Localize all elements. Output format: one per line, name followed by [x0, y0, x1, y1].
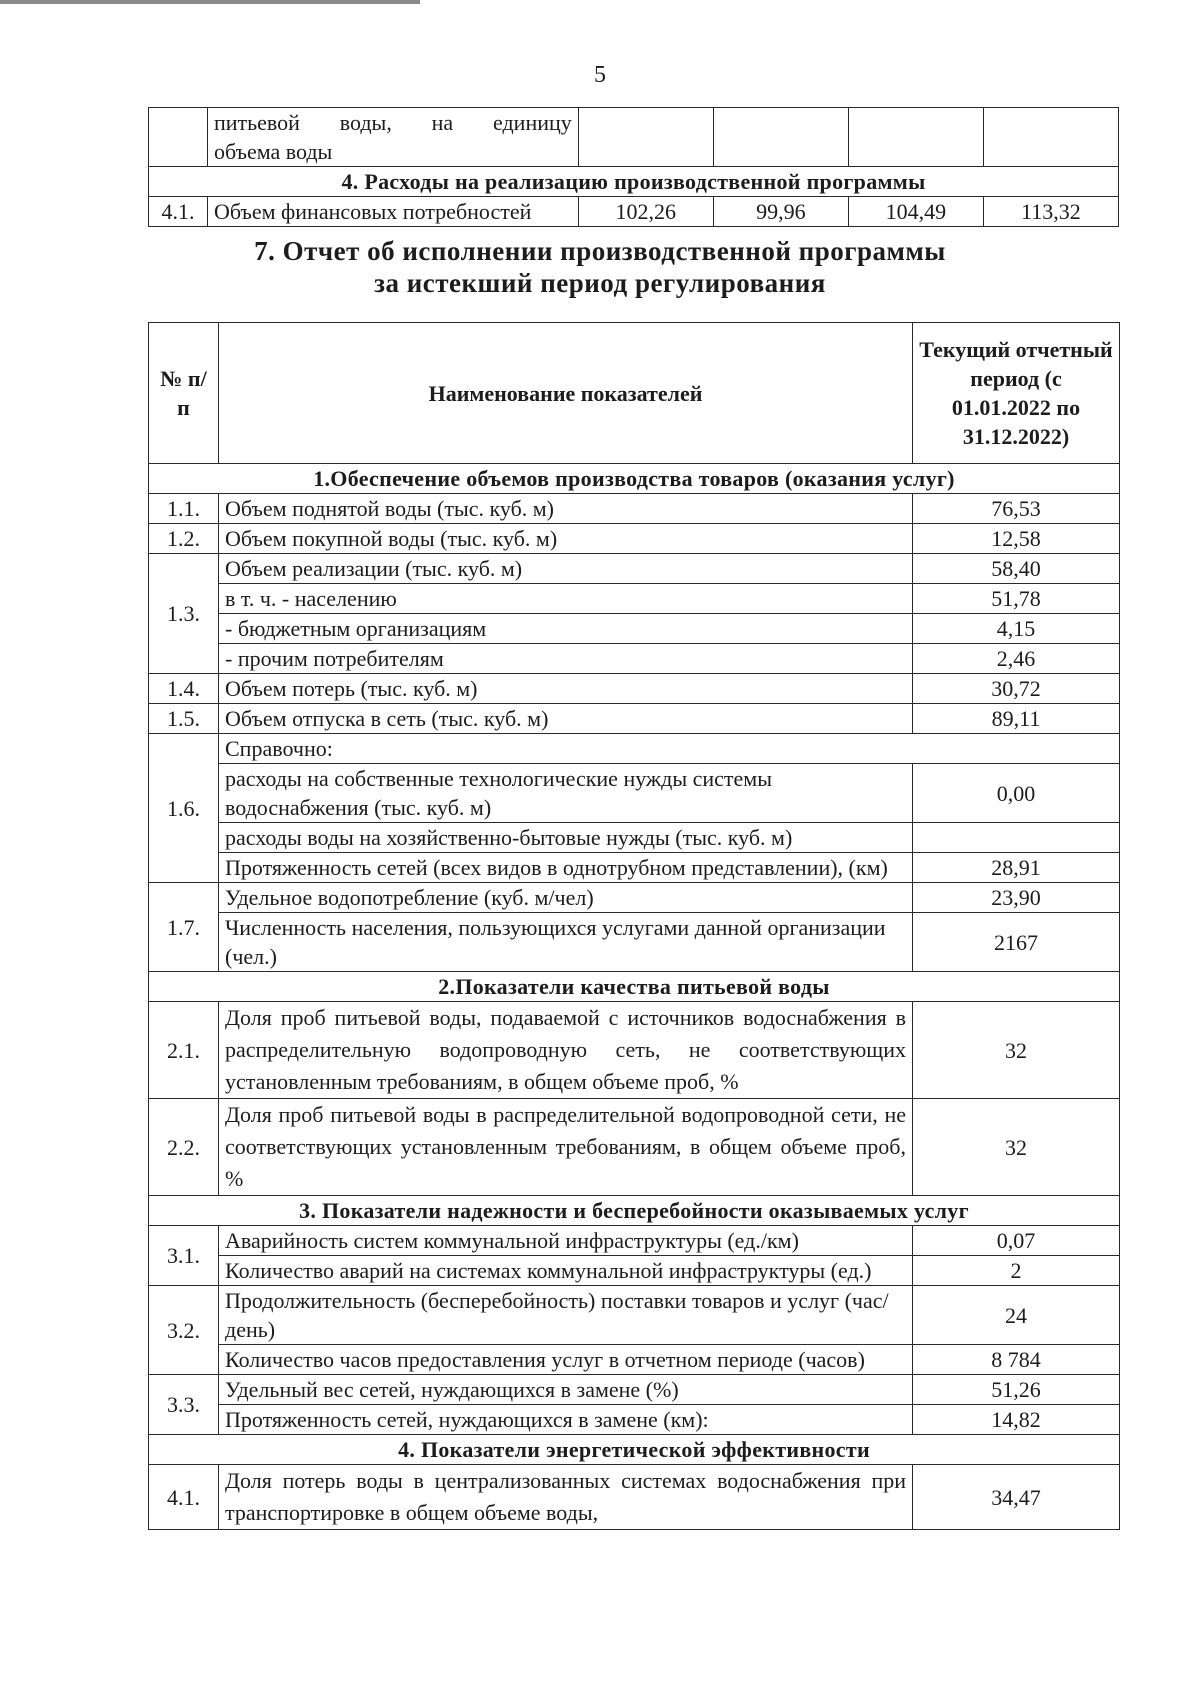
- row-value: 51,26: [913, 1375, 1120, 1405]
- header-name: Наименование показателей: [219, 323, 913, 464]
- table-row: [149, 704, 1120, 734]
- row-value: 23,90: [913, 883, 1120, 913]
- row-number: 1.5.: [149, 704, 219, 734]
- row-name: Доля потерь воды в централизованных системах водоснабжения при транспортировке в общем объеме воды,: [219, 1465, 913, 1530]
- row-number: 1.2.: [149, 524, 219, 554]
- row-value: 51,78: [913, 584, 1120, 614]
- name-line: питьевой воды, на единицу: [213, 110, 572, 135]
- table-row: [149, 584, 1120, 614]
- row-value: [913, 823, 1120, 853]
- section-row: [149, 167, 1119, 197]
- row-value: 12,58: [913, 524, 1120, 554]
- num-cell: [149, 108, 208, 167]
- row-value: 104,49: [848, 197, 983, 227]
- row-value: 2167: [913, 913, 1120, 972]
- section-title: 3. Показатели надежности и бесперебойности оказываемых услуг: [149, 1196, 1120, 1226]
- name-cell: [207, 108, 578, 167]
- row-name: Объем реализации (тыс. куб. м): [219, 554, 913, 584]
- row-value: 2: [913, 1256, 1120, 1286]
- value-cell: [983, 108, 1118, 167]
- row-number: 2.2.: [149, 1099, 219, 1196]
- table-row: [149, 494, 1120, 524]
- header-num: № п/п: [149, 323, 219, 464]
- table-row: [149, 883, 1120, 913]
- table-row: [149, 734, 1120, 764]
- row-number: 3.2.: [149, 1286, 219, 1375]
- row-name: Количество аварий на системах коммунальной инфраструктуры (ед.): [219, 1256, 913, 1286]
- table-row: [149, 764, 1120, 823]
- section-title: 4. Показатели энергетической эффективности: [149, 1435, 1120, 1465]
- row-name: Численность населения, пользующихся услугами данной организации (чел.): [219, 913, 913, 972]
- row-name: - бюджетным организациям: [219, 614, 913, 644]
- row-name: Объем отпуска в сеть (тыс. куб. м): [219, 704, 913, 734]
- section-title: 2.Показатели качества питьевой воды: [149, 972, 1120, 1002]
- row-value: 2,46: [913, 644, 1120, 674]
- row-name: Объем потерь (тыс. куб. м): [219, 674, 913, 704]
- scan-edge: [0, 0, 420, 4]
- table-row: [149, 1405, 1120, 1435]
- table-row: [149, 674, 1120, 704]
- table-row: [149, 823, 1120, 853]
- row-name: в т. ч. - населению: [219, 584, 913, 614]
- table-row: [149, 1099, 1120, 1196]
- row-number: 1.4.: [149, 674, 219, 704]
- table-row: [149, 1375, 1120, 1405]
- header-period: Текущий отчетный период (с 01.01.2022 по 31.12.2022): [913, 323, 1120, 464]
- section-title: 1.Обеспечение объемов производства товаров (оказания услуг): [149, 464, 1120, 494]
- row-number: 4.1.: [149, 197, 208, 227]
- row-value: 99,96: [713, 197, 848, 227]
- row-number: 1.3.: [149, 554, 219, 674]
- row-name: Справочно:: [219, 734, 1120, 764]
- row-number: 2.1.: [149, 1002, 219, 1099]
- row-value: 89,11: [913, 704, 1120, 734]
- name-line: объема воды: [213, 139, 333, 164]
- value-cell: [713, 108, 848, 167]
- row-value: 28,91: [913, 853, 1120, 883]
- row-name: расходы на собственные технологические нужды системы водоснабжения (тыс. куб. м): [219, 764, 913, 823]
- table-row: [149, 1226, 1120, 1256]
- row-name: Объем покупной воды (тыс. куб. м): [219, 524, 913, 554]
- table-row: [149, 1345, 1120, 1375]
- section-title: 4. Расходы на реализацию производственной программы: [149, 167, 1119, 197]
- row-name: Количество часов предоставления услуг в отчетном периоде (часов): [219, 1345, 913, 1375]
- row-name: Объем финансовых потребностей: [207, 197, 578, 227]
- header-row: [149, 323, 1120, 464]
- top-table: [148, 107, 1119, 227]
- row-number: 3.1.: [149, 1226, 219, 1286]
- row-value: 32: [913, 1099, 1120, 1196]
- table-row: [149, 1002, 1120, 1099]
- table-row: [149, 524, 1120, 554]
- table-row: [149, 1256, 1120, 1286]
- table-row: [149, 913, 1120, 972]
- table-row: [149, 614, 1120, 644]
- row-name: Протяженность сетей, нуждающихся в замене (км):: [219, 1405, 913, 1435]
- row-value: 58,40: [913, 554, 1120, 584]
- report-table: [148, 322, 1120, 1530]
- table-row: [149, 644, 1120, 674]
- row-value: 102,26: [578, 197, 713, 227]
- row-number: 1.7.: [149, 883, 219, 972]
- table-row: [149, 853, 1120, 883]
- report-heading: 7. Отчет об исполнении производственной программы: [254, 236, 946, 266]
- row-value: 113,32: [983, 197, 1118, 227]
- row-number: 3.3.: [149, 1375, 219, 1435]
- report-subheading: за истекший период регулирования: [374, 268, 826, 298]
- value-cell: [848, 108, 983, 167]
- row-value: 24: [913, 1286, 1120, 1345]
- row-number: 1.6.: [149, 734, 219, 883]
- row-name: Протяженность сетей (всех видов в однотрубном представлении), (км): [219, 853, 913, 883]
- row-number: 4.1.: [149, 1465, 219, 1530]
- row-value: 32: [913, 1002, 1120, 1099]
- row-value: 4,15: [913, 614, 1120, 644]
- row-value: 14,82: [913, 1405, 1120, 1435]
- row-value: 76,53: [913, 494, 1120, 524]
- page-number: 5: [594, 62, 606, 88]
- section-row: [149, 1196, 1120, 1226]
- table-row: [149, 108, 1119, 167]
- row-value: 0,07: [913, 1226, 1120, 1256]
- row-name: Аварийность систем коммунальной инфраструктуры (ед./км): [219, 1226, 913, 1256]
- row-name: Объем поднятой воды (тыс. куб. м): [219, 494, 913, 524]
- table-row: [149, 554, 1120, 584]
- row-value: 8 784: [913, 1345, 1120, 1375]
- row-name: Удельное водопотребление (куб. м/чел): [219, 883, 913, 913]
- section-row: [149, 972, 1120, 1002]
- row-value: 30,72: [913, 674, 1120, 704]
- section-row: [149, 1435, 1120, 1465]
- row-name: Продолжительность (бесперебойность) поставки товаров и услуг (час/день): [219, 1286, 913, 1345]
- row-name: Доля проб питьевой воды, подаваемой с источников водоснабжения в распределительную водопроводную сеть, не соответствующих установленным требованиям, в общем объеме проб, %: [219, 1002, 913, 1099]
- row-name: Доля проб питьевой воды в распределительной водопроводной сети, не соответствующих установленным требованиям, в общем объеме проб, %: [219, 1099, 913, 1196]
- table-row: [149, 1286, 1120, 1345]
- row-value: 0,00: [913, 764, 1120, 823]
- value-cell: [578, 108, 713, 167]
- row-name: Удельный вес сетей, нуждающихся в замене (%): [219, 1375, 913, 1405]
- row-number: 1.1.: [149, 494, 219, 524]
- table-row: [149, 197, 1119, 227]
- section-row: [149, 464, 1120, 494]
- row-name: расходы воды на хозяйственно-бытовые нужды (тыс. куб. м): [219, 823, 913, 853]
- row-name: - прочим потребителям: [219, 644, 913, 674]
- row-value: 34,47: [913, 1465, 1120, 1530]
- table-row: [149, 1465, 1120, 1530]
